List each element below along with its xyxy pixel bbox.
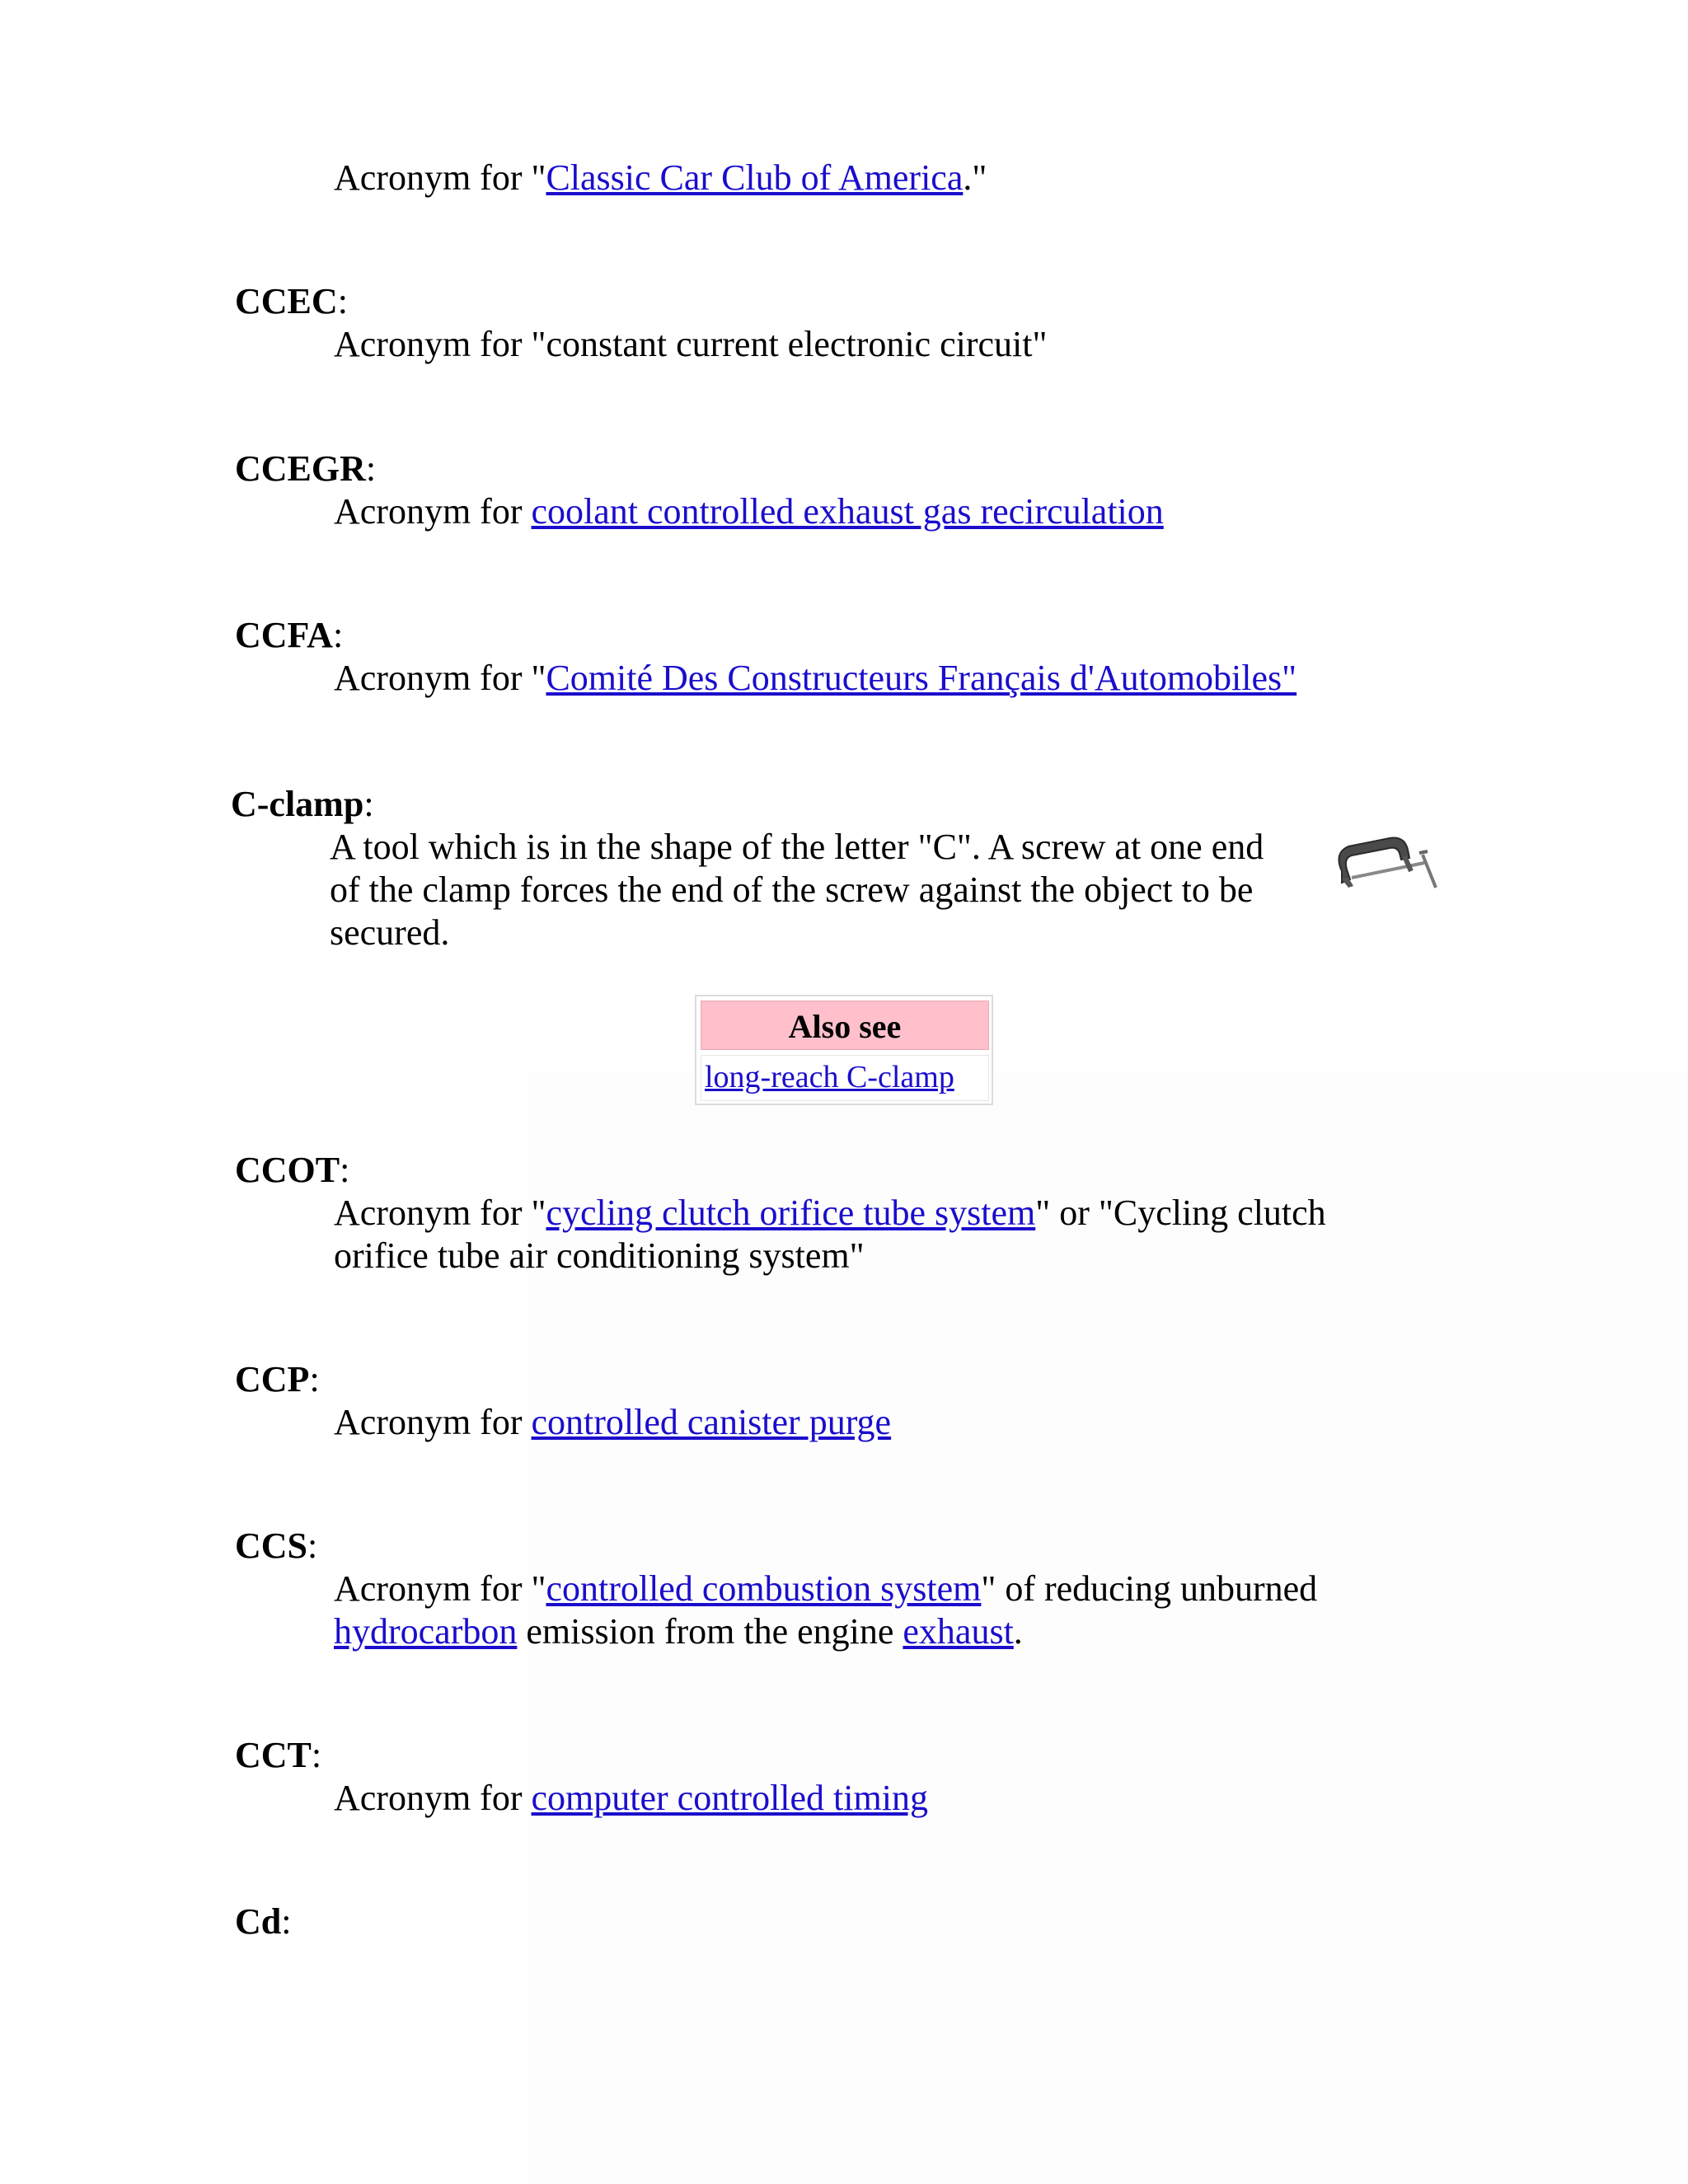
term-ccfa: CCFA: — [235, 615, 344, 655]
term-label: CCEGR — [235, 448, 366, 489]
def-text: emission from the engine — [517, 1611, 903, 1652]
term-cct: CCT: — [235, 1735, 322, 1775]
also-see-cell — [701, 1055, 989, 1101]
def-text: " or "Cycling clutch — [1035, 1193, 1326, 1233]
term-cd: Cd: — [235, 1901, 292, 1942]
def-text: " of reducing unburned — [981, 1568, 1318, 1609]
term-ccec: CCEC: — [235, 281, 348, 321]
definition-c-clamp-line-2 — [330, 869, 1253, 912]
term-label: CCT — [235, 1735, 312, 1775]
def-text: ." — [963, 157, 987, 198]
link-controlled-combustion-system[interactable]: controlled combustion system — [546, 1568, 982, 1609]
definition-ccp — [334, 1401, 891, 1444]
link-ccfa[interactable]: Comité Des Constructeurs Français d'Automobiles" — [546, 658, 1297, 698]
link-long-reach-c-clamp[interactable]: long-reach C-clamp — [705, 1060, 954, 1094]
term-label: CCFA — [235, 615, 333, 655]
def-text: Acronym for " — [334, 1568, 546, 1609]
def-text: Acronym for " — [334, 157, 546, 198]
def-text: Acronym for " — [334, 658, 546, 698]
definition-ccot-line-1 — [334, 1192, 1326, 1235]
term-ccot: CCOT: — [235, 1150, 350, 1190]
term-label: CCP — [235, 1359, 310, 1399]
term-ccp: CCP: — [235, 1359, 320, 1399]
definition-ccs-line-2 — [334, 1610, 1023, 1653]
term-label: CCEC — [235, 281, 338, 321]
term-label: Cd — [235, 1901, 282, 1942]
term-ccegr: CCEGR: — [235, 448, 377, 489]
term-label: C-clamp — [231, 784, 364, 824]
term-label: CCS — [235, 1526, 308, 1566]
link-computer-controlled-timing[interactable]: computer controlled timing — [531, 1778, 928, 1818]
also-see-box — [695, 995, 993, 1105]
def-text: . — [1013, 1611, 1023, 1652]
def-text: Acronym for "constant current electronic circuit" — [334, 324, 1048, 364]
def-text: Acronym for " — [334, 1193, 546, 1233]
def-text: Acronym for — [334, 491, 532, 532]
def-text: of the clamp forces the end of the screw against the object to be — [330, 869, 1254, 910]
def-text: secured. — [330, 912, 450, 953]
definition-ccfa — [334, 657, 1296, 700]
c-clamp-illustration — [1319, 828, 1451, 919]
definition-c-clamp-line-3 — [330, 912, 449, 954]
definition-c-clamp-line-1 — [330, 826, 1264, 869]
link-exhaust[interactable]: exhaust — [903, 1611, 1014, 1652]
link-coolant-controlled-egr[interactable]: coolant controlled exhaust gas recirculation — [531, 491, 1164, 532]
definition-ccegr — [334, 490, 1164, 533]
definition-cct — [334, 1777, 928, 1820]
definition-ccec — [334, 323, 1047, 366]
def-text: Acronym for — [334, 1778, 532, 1818]
def-text: orifice tube air conditioning system" — [334, 1235, 865, 1276]
def-text: Acronym for — [334, 1402, 532, 1442]
def-text: A tool which is in the shape of the letter "C". A screw at one end — [330, 827, 1264, 867]
term-label: CCOT — [235, 1150, 340, 1190]
link-classic-car-club-of-america[interactable]: Classic Car Club of America — [546, 157, 964, 198]
link-hydrocarbon[interactable]: hydrocarbon — [334, 1611, 518, 1652]
term-c-clamp: C-clamp: — [231, 784, 374, 824]
link-controlled-canister-purge[interactable]: controlled canister purge — [531, 1402, 892, 1442]
definition-ccca — [334, 157, 987, 199]
link-cycling-clutch-orifice-tube-system[interactable]: cycling clutch orifice tube system — [546, 1193, 1036, 1233]
term-ccs: CCS: — [235, 1526, 318, 1566]
definition-ccs-line-1 — [334, 1568, 1317, 1610]
also-see-heading: Also see — [701, 1001, 989, 1050]
definition-ccot-line-2 — [334, 1235, 865, 1277]
